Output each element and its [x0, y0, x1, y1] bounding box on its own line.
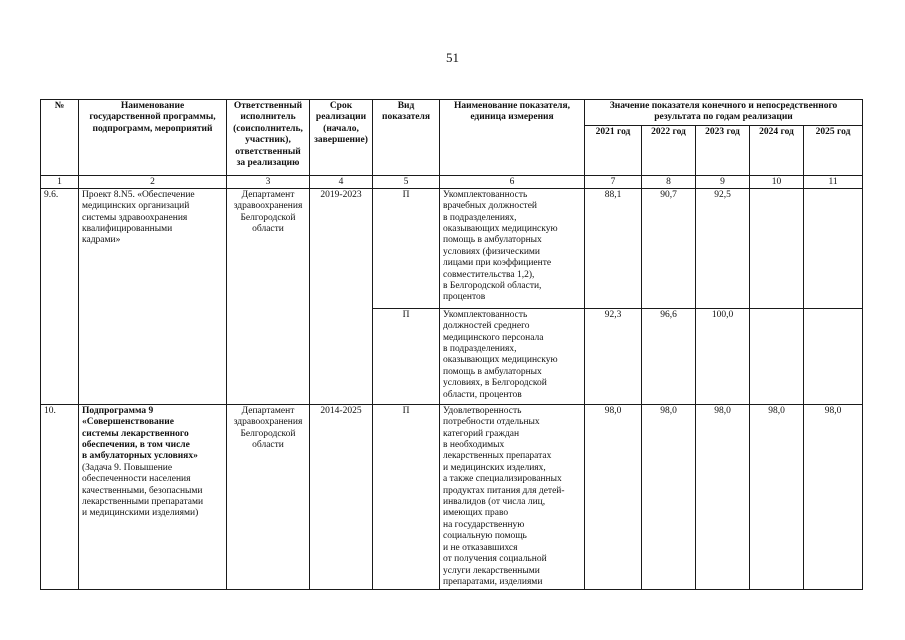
- header-year-2025: 2025 год: [804, 125, 863, 175]
- indicator-value: 98,0: [642, 404, 696, 590]
- column-number: 6: [440, 175, 585, 188]
- row-name: Проект 8.N5. «Обеспечение медицинских организаций системы здравоохранения квалифицированными кадрами»: [79, 188, 227, 404]
- row-number: 10.: [41, 404, 79, 590]
- header-year-2022: 2022 год: [642, 125, 696, 175]
- column-number: 2: [79, 175, 227, 188]
- header-value-group: Значение показателя конечного и непосредственного результата по годам реализации: [585, 100, 863, 126]
- header-indicator: Наименование показателя, единица измерения: [440, 100, 585, 176]
- indicator-value: [750, 308, 804, 404]
- indicator-text: Укомплектованность врачебных должностей в подразделениях, оказывающих медицинскую помощь в амбулаторных условиях (физическими лицами при коэффициенте совместительства 1,2), в Белгородской области, процентов: [440, 188, 585, 308]
- header-responsible: Ответственный исполнитель (соисполнитель, участник), ответственный за реализацию: [227, 100, 310, 176]
- column-number: 9: [696, 175, 750, 188]
- header-row-1: [41, 100, 863, 126]
- row-term: 2019-2023: [310, 188, 373, 404]
- indicator-text: Укомплектованность должностей среднего медицинского персонала в подразделениях, оказывающих медицинскую помощь в амбулаторных условиях, в Белгородской области, процентов: [440, 308, 585, 404]
- header-name: Наименование государственной программы, подпрограмм, мероприятий: [79, 100, 227, 176]
- indicator-type: П: [373, 188, 440, 308]
- indicator-value: 88,1: [585, 188, 642, 308]
- column-number: 1: [41, 175, 79, 188]
- row-name: [79, 404, 227, 590]
- header-year-2023: 2023 год: [696, 125, 750, 175]
- column-number-row: [41, 175, 863, 188]
- indicator-value: 98,0: [804, 404, 863, 590]
- indicator-value: [804, 308, 863, 404]
- indicator-value: 96,6: [642, 308, 696, 404]
- row-number: 9.6.: [41, 188, 79, 404]
- header-no: №: [41, 100, 79, 176]
- row-responsible: Департамент здравоохранения Белгородской области: [227, 188, 310, 404]
- column-number: 4: [310, 175, 373, 188]
- indicator-value: [804, 188, 863, 308]
- row-term: 2014-2025: [310, 404, 373, 590]
- indicator-value: 100,0: [696, 308, 750, 404]
- indicator-type: П: [373, 308, 440, 404]
- indicator-type: П: [373, 404, 440, 590]
- table-row: [41, 404, 863, 590]
- header-year-2024: 2024 год: [750, 125, 804, 175]
- column-number: 5: [373, 175, 440, 188]
- column-number: 8: [642, 175, 696, 188]
- row-responsible: Департамент здравоохранения Белгородской области: [227, 404, 310, 590]
- indicator-value: 92,3: [585, 308, 642, 404]
- table-row: [41, 188, 863, 308]
- column-number: 7: [585, 175, 642, 188]
- indicator-value: 92,5: [696, 188, 750, 308]
- indicator-value: 98,0: [585, 404, 642, 590]
- program-table: [40, 99, 863, 590]
- indicator-text: Удовлетворенность потребности отдельных категорий граждан в необходимых лекарственных препаратах и медицинских изделиях, а также специализированных продуктах питания для детей- инвалидов (от числа лиц, имеющих право на государственную социальную помощь и не отказавшихся от получения социальной услуги лекарственными препаратами, изделиями: [440, 404, 585, 590]
- header-term: Срок реализации (начало, завершение): [310, 100, 373, 176]
- column-number: 11: [804, 175, 863, 188]
- page-number: 51: [446, 50, 459, 65]
- column-number: 10: [750, 175, 804, 188]
- row-name-bold: Подпрограмма 9 «Совершенствование системы лекарственного обеспечения, в том числе в амбулаторных условиях»: [82, 405, 198, 462]
- column-number: 3: [227, 175, 310, 188]
- indicator-value: 98,0: [696, 404, 750, 590]
- row-name-plain: (Задача 9. Повышение обеспеченности населения качественными, безопасными лекарственными препаратами и медицинскими изделиями): [82, 462, 204, 519]
- header-year-2021: 2021 год: [585, 125, 642, 175]
- header-type: Вид показателя: [373, 100, 440, 176]
- indicator-value: [750, 188, 804, 308]
- indicator-value: 90,7: [642, 188, 696, 308]
- indicator-value: 98,0: [750, 404, 804, 590]
